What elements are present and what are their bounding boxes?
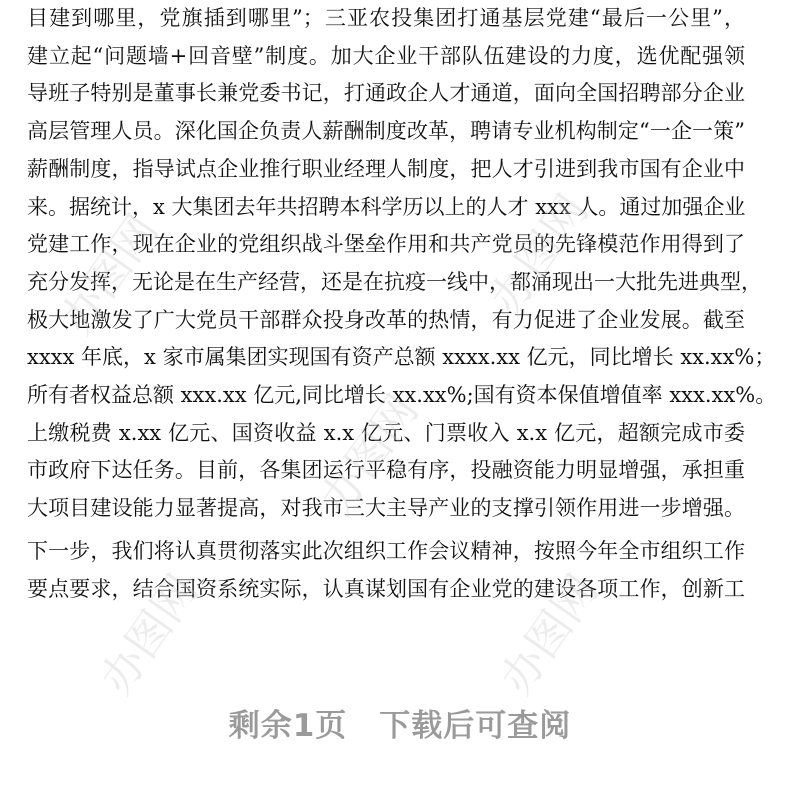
watermark: 办图网	[50, 205, 169, 344]
watermark: 办图网	[480, 185, 599, 324]
paragraph-1-line: 高层管理人员。深化国企负责人薪酬制度改革，聘请专业机构制定“一企一策”	[27, 119, 745, 144]
paragraph-1-line: 导班子特别是董事长兼党委书记，打通政企人才通道，面向全国招聘部分企业	[27, 81, 745, 106]
watermark: 办图网	[90, 565, 209, 704]
paragraph-1-line: 充分发挥，无论是在生产经营，还是在抗疫一线中，都涌现出一大批先进典型，	[27, 269, 762, 294]
download-hint-text: 下载后可查阅	[379, 708, 572, 744]
watermark: 办图网	[310, 385, 429, 524]
paragraph-1-line: 建立起“问题墙+回音壁”制度。加大企业干部队伍建设的力度，选优配强领	[27, 43, 745, 68]
paragraph-1-line: 大项目建设能力显著提高，对我市三大主导产业的支撑引领作用进一步增强。	[27, 496, 745, 521]
paragraph-2-line: 要点要求，结合国资系统实际，认真谋划国有企业党的建设各项工作，创新工	[27, 577, 745, 601]
download-prompt[interactable]	[0, 700, 800, 745]
remaining-pages-text: 剩余1页	[228, 708, 348, 744]
paragraph-1-line: 薪酬制度，指导试点企业推行职业经理人制度，把人才引进到我市国有企业中	[27, 156, 745, 181]
paragraph-2-line: 下一步，我们将认真贯彻落实此次组织工作会议精神，按照今年全市组织工作	[27, 539, 745, 563]
paragraph-1-line: 极大地激发了广大党员干部群众投身改革的热情，有力促进了企业发展。截至	[27, 307, 745, 332]
paragraph-1-line: 市政府下达任务。目前，各集团运行平稳有序，投融资能力明显增强，承担重	[27, 458, 745, 483]
paragraph-1-line: 目建到哪里，党旗插到哪里”；三亚农投集团打通基层党建“最后一公里”，	[27, 6, 745, 30]
paragraph-1-line: 上缴税费 x.xx 亿元、国资收益 x.x 亿元、门票收入 x.x 亿元，超额完成市委	[27, 420, 745, 445]
paragraph-1-line: 来。据统计，x 大集团去年共招聘本科学历以上的人才 xxx 人。通过加强企业	[27, 194, 746, 219]
paragraph-1-line: xxxx 年底，x 家市属集团实现国有资产总额 xxxx.xx 亿元，同比增长 xx.xx%；	[27, 345, 776, 370]
watermark: 办图网	[490, 565, 609, 704]
paragraph-1-line: 党建工作，现在企业的党组织战斗堡垒作用和共产党员的先锋模范作用得到了	[27, 232, 745, 257]
paragraph-1-line: 所有者权益总额 xxx.xx 亿元,同比增长 xx.xx%;国有资本保值增值率 xxx.xx%。	[27, 383, 777, 407]
